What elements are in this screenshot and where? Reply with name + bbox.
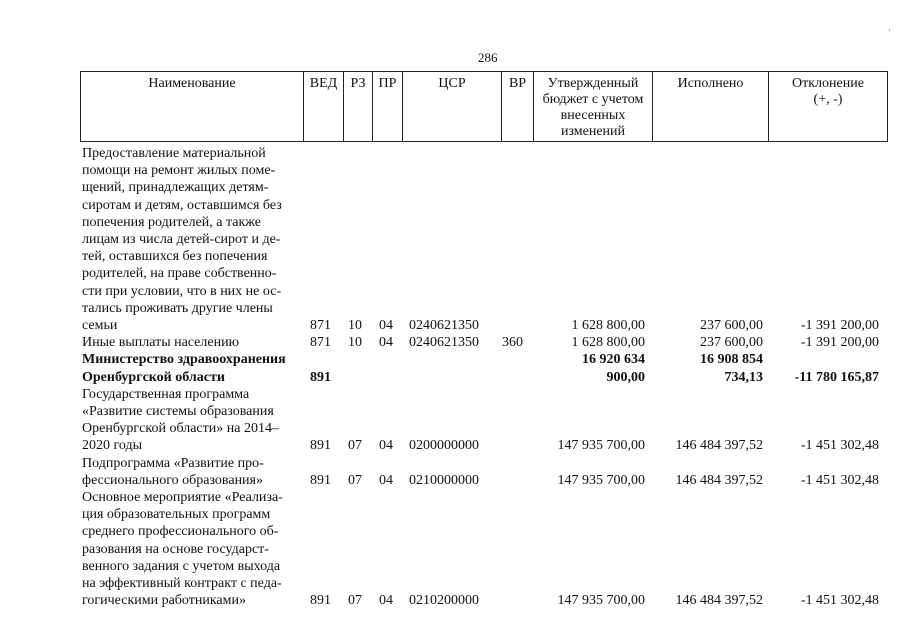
page-number: 286	[478, 50, 498, 65]
table-row	[82, 351, 888, 385]
row-name-line: разования на основе государст-	[82, 541, 269, 557]
cell-deviation: -1 451 302,48	[800, 593, 879, 609]
row-name-line: Министерство здравоохранения	[82, 352, 286, 368]
table-row	[82, 489, 888, 609]
cell-approved: 147 935 700,00	[557, 438, 645, 454]
cell-rz: 07	[348, 438, 362, 454]
cell-ved: 891	[310, 369, 331, 385]
cell-csr: 0210000000	[409, 472, 479, 488]
header-vr: ВР	[502, 72, 534, 141]
row-name-line: Основное мероприятие «Реализа-	[82, 489, 283, 505]
cell-csr: 0240621350	[409, 318, 479, 333]
cell-ved: 871	[310, 335, 331, 351]
row-name-line: тались проживать другие члены	[82, 300, 273, 316]
header-ved: ВЕД	[304, 72, 344, 141]
row-name-line: сти при условии, что в них не ос-	[82, 283, 282, 299]
cell-ved: 891	[310, 438, 331, 454]
cell-ved: 891	[310, 472, 331, 488]
table-row	[82, 145, 888, 334]
cell-ved: 891	[310, 593, 331, 609]
cell-pr: 04	[379, 318, 393, 333]
header-deviation: Отклонение (+, -)	[792, 76, 864, 107]
header-approved: Утвержденный бюджет с учетом внесенных изменений	[534, 72, 653, 141]
cell-ved: 871	[310, 318, 331, 333]
cell-approved: 147 935 700,00	[557, 472, 645, 488]
cell-executed: 734,13	[724, 369, 763, 385]
table-header	[80, 71, 888, 142]
row-name-line: Подпрограмма «Развитие про-	[82, 455, 264, 471]
cell-deviation: -1 391 200,00	[800, 335, 879, 351]
row-name-line: Иные выплаты населению	[82, 335, 240, 351]
cell-executed: 146 484 397,52	[675, 593, 763, 609]
row-name-line: фессионального образования»	[82, 472, 263, 488]
row-name-line: тей, оставшихся без попечения	[82, 249, 268, 265]
table-body	[82, 145, 888, 609]
cell-executed: 146 484 397,52	[675, 472, 763, 488]
cell-csr: 0240621350	[409, 335, 479, 351]
row-name-line: венного задания с учетом выхода	[82, 558, 281, 574]
row-name	[82, 351, 304, 385]
cell-deviation: -1 391 200,00	[800, 318, 879, 333]
row-name-line: семьи	[82, 318, 118, 334]
cell-rz: 10	[348, 318, 362, 333]
row-name-line: щений, принадлежащих детям-	[82, 180, 269, 196]
row-name-line: Оренбургской области» на 2014–	[82, 421, 279, 437]
cell-approved: 147 935 700,00	[557, 593, 645, 609]
cell-pr: 04	[379, 472, 393, 488]
row-name-line: «Развитие системы образования	[82, 403, 274, 419]
row-name-line: 2020 годы	[82, 438, 143, 454]
cell-deviation: -1 451 302,48	[800, 438, 879, 454]
cell-rz: 07	[348, 472, 362, 488]
row-name-line: гогическими работниками»	[82, 593, 247, 609]
cell-deviation: -1 451 302,48	[800, 472, 879, 488]
cell-executed: 237 600,00	[700, 335, 763, 351]
header-executed: Исполнено	[653, 72, 769, 141]
cell-approved: 900,00	[606, 369, 645, 385]
table-row	[82, 334, 888, 351]
cell-rz: 07	[348, 593, 362, 609]
corner-mark: ·	[888, 25, 891, 35]
row-name-line: ция образовательных программ	[82, 507, 271, 523]
row-name	[82, 334, 304, 351]
table-row	[82, 386, 888, 455]
header-csr: ЦСР	[403, 72, 502, 141]
row-name-line: сиротам и детям, оставшимся без	[82, 197, 282, 213]
row-name-line: лицам из числа детей-сирот и де-	[82, 232, 281, 248]
row-name-line: Оренбургской области	[82, 369, 225, 385]
cell-pr: 04	[379, 335, 393, 351]
cell-deviation: -11 780 165,87	[794, 369, 879, 385]
cell-approved: 1 628 800,00	[571, 335, 645, 351]
row-name	[82, 145, 304, 334]
cell-pr: 04	[379, 438, 393, 454]
row-name-line: помощи на ремонт жилых поме-	[82, 163, 276, 179]
header-name: Наименование	[81, 72, 304, 141]
table-row	[82, 455, 888, 489]
row-name-line: на эффективный контракт с педа-	[82, 575, 282, 591]
row-name-line: среднего профессионального об-	[82, 524, 279, 540]
cell-executed: 146 484 397,52	[675, 438, 763, 454]
row-name	[82, 455, 304, 489]
cell-pr: 04	[379, 593, 393, 609]
cell-csr: 0200000000	[409, 438, 479, 454]
row-name	[82, 489, 304, 609]
row-name	[82, 386, 304, 455]
row-name-line: Предоставление материальной	[82, 146, 266, 161]
row-name-line: попечения родителей, а также	[82, 214, 261, 230]
cell-executed: 237 600,00	[700, 318, 763, 333]
header-rz: РЗ	[344, 72, 373, 141]
row-name-line: родителей, на праве собственно-	[82, 266, 277, 282]
row-name-line: Государственная программа	[82, 386, 250, 402]
cell-rz: 10	[348, 335, 362, 351]
cell-approved: 1 628 800,00	[571, 318, 645, 333]
header-pr: ПР	[373, 72, 403, 141]
cell-approved: 16 920 634	[582, 352, 645, 368]
cell-executed: 16 908 854	[700, 352, 763, 368]
cell-vr: 360	[502, 335, 523, 351]
cell-csr: 0210200000	[409, 593, 479, 609]
